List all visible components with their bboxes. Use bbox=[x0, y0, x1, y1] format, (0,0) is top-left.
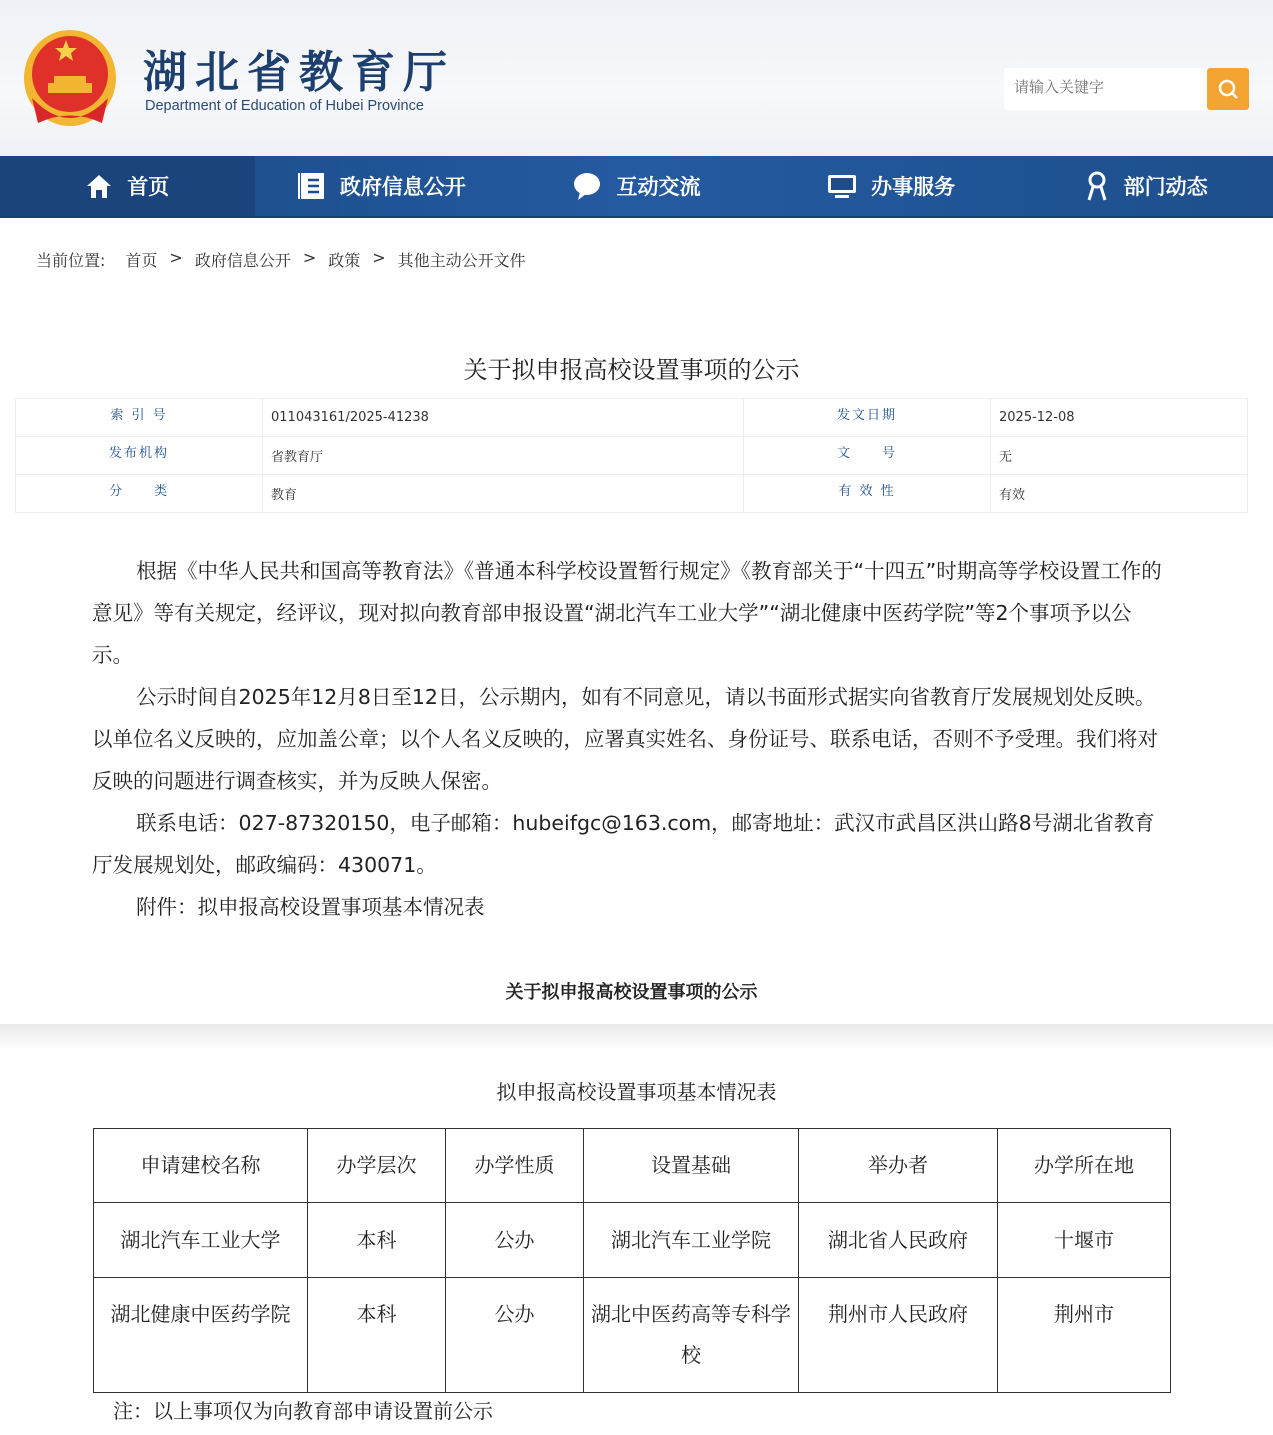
cell: 本科 bbox=[308, 1203, 446, 1278]
nav-label: 政府信息公开 bbox=[339, 175, 466, 199]
column-header: 举办者 bbox=[799, 1129, 998, 1203]
breadcrumb bbox=[36, 248, 526, 271]
search-icon bbox=[1216, 77, 1240, 101]
meta-value: 2025-12-08 bbox=[991, 399, 1248, 437]
table-header-row bbox=[94, 1129, 1171, 1203]
meta-row bbox=[16, 475, 1248, 513]
meta-key: 有 效 性 bbox=[744, 475, 991, 513]
meta-key: 发布机构 bbox=[16, 437, 263, 475]
search-button[interactable] bbox=[1207, 68, 1249, 110]
nav-gov-info[interactable] bbox=[255, 156, 510, 216]
cell: 十堰市 bbox=[998, 1203, 1171, 1278]
search-box bbox=[1004, 68, 1249, 110]
cell: 湖北中医药高等专科学校 bbox=[584, 1278, 799, 1393]
meta-row bbox=[16, 437, 1248, 475]
attachment-title: 关于拟申报高校设置事项的公示 bbox=[505, 982, 758, 1003]
meta-key: 索 引 号 bbox=[16, 399, 263, 437]
search-input[interactable] bbox=[1014, 78, 1204, 96]
meta-value: 教育 bbox=[263, 475, 744, 513]
breadcrumb-policy[interactable]: 政策 bbox=[328, 251, 361, 270]
cell: 本科 bbox=[308, 1278, 446, 1393]
attachment-line: 附件：拟申报高校设置事项基本情况表 bbox=[136, 895, 485, 919]
column-header: 办学性质 bbox=[446, 1129, 584, 1203]
paragraph: 公示时间自2025年12月8日至12日，公示期内，如有不同意见，请以书面形式据实向省教育厅发展规划处反映。以单位名义反映的，应加盖公章；以个人名义反映的，应署真实姓名、身份证号、联系电话，否则不予受理。我们将对反映的问题进行调查核实，并为反映人保密。 bbox=[92, 685, 1158, 793]
cell: 荆州市 bbox=[998, 1278, 1171, 1393]
document-metadata-table bbox=[15, 398, 1248, 513]
nav-label: 首页 bbox=[127, 175, 170, 199]
cell: 湖北健康中医药学院 bbox=[94, 1278, 308, 1393]
meta-value: 无 bbox=[991, 437, 1248, 475]
cell: 荆州市人民政府 bbox=[799, 1278, 998, 1393]
breadcrumb-label: 当前位置: bbox=[36, 251, 106, 270]
meta-key: 文 号 bbox=[744, 437, 991, 475]
nav-label: 互动交流 bbox=[616, 175, 701, 199]
page-title: 关于拟申报高校设置事项的公示 bbox=[463, 356, 800, 384]
nav-dept-news[interactable] bbox=[1018, 156, 1273, 216]
site-title: 湖北省教育厅 bbox=[143, 47, 455, 98]
site-subtitle: Department of Education of Hubei Province bbox=[145, 98, 424, 114]
site-header bbox=[0, 0, 1273, 156]
column-header: 设置基础 bbox=[584, 1129, 799, 1203]
nav-services[interactable] bbox=[764, 156, 1019, 216]
meta-value: 011043161/2025-41238 bbox=[263, 399, 744, 437]
meta-value: 省教育厅 bbox=[263, 437, 744, 475]
nav-label: 办事服务 bbox=[871, 175, 956, 199]
person-icon bbox=[1084, 171, 1110, 201]
meta-row bbox=[16, 399, 1248, 437]
breadcrumb-other-files[interactable]: 其他主动公开文件 bbox=[397, 251, 526, 270]
cell: 公办 bbox=[446, 1203, 584, 1278]
document-body bbox=[92, 550, 1172, 928]
paragraph: 根据《中华人民共和国高等教育法》《普通本科学校设置暂行规定》《教育部关于“十四五”时期高等学校设置工作的意见》等有关规定，经评议，现对拟向教育部申报设置“湖北汽车工业大学”“湖北健康中医药学院”等2个事项予以公示。 bbox=[92, 559, 1162, 667]
meta-key: 发文日期 bbox=[744, 399, 991, 437]
breadcrumb-home[interactable]: 首页 bbox=[125, 251, 158, 270]
table-row bbox=[94, 1278, 1171, 1393]
universities-table bbox=[93, 1128, 1171, 1393]
paragraph: 联系电话：027-87320150，电子邮箱：hubeifgc@163.com，邮寄地址：武汉市武昌区洪山路8号湖北省教育厅发展规划处，邮政编码：430071。 bbox=[92, 811, 1155, 877]
chat-icon bbox=[572, 171, 602, 201]
cell: 公办 bbox=[446, 1278, 584, 1393]
cell: 湖北省人民政府 bbox=[799, 1203, 998, 1278]
monitor-icon bbox=[827, 173, 857, 199]
breadcrumb-sep: > bbox=[372, 248, 386, 267]
main-nav bbox=[0, 156, 1273, 218]
breadcrumb-sep: > bbox=[302, 248, 317, 267]
meta-key: 分 类 bbox=[16, 475, 263, 513]
national-emblem-logo bbox=[22, 28, 118, 132]
section-divider bbox=[0, 1024, 1273, 1050]
nav-label: 部门动态 bbox=[1123, 175, 1208, 199]
table-row bbox=[94, 1203, 1171, 1278]
column-header: 办学层次 bbox=[308, 1129, 446, 1203]
breadcrumb-gov-info[interactable]: 政府信息公开 bbox=[194, 251, 291, 270]
meta-value: 有效 bbox=[991, 475, 1248, 513]
document-icon bbox=[298, 171, 326, 201]
table-title: 拟申报高校设置事项基本情况表 bbox=[496, 1080, 777, 1104]
nav-interaction[interactable] bbox=[509, 156, 764, 216]
cell: 湖北汽车工业大学 bbox=[94, 1203, 308, 1278]
home-icon bbox=[85, 172, 113, 200]
cell: 湖北汽车工业学院 bbox=[584, 1203, 799, 1278]
column-header: 办学所在地 bbox=[998, 1129, 1171, 1203]
column-header: 申请建校名称 bbox=[94, 1129, 308, 1203]
nav-home[interactable] bbox=[0, 156, 255, 216]
breadcrumb-sep: > bbox=[169, 248, 183, 267]
table-note: 注：以上事项仅为向教育部申请设置前公示 bbox=[113, 1399, 493, 1423]
